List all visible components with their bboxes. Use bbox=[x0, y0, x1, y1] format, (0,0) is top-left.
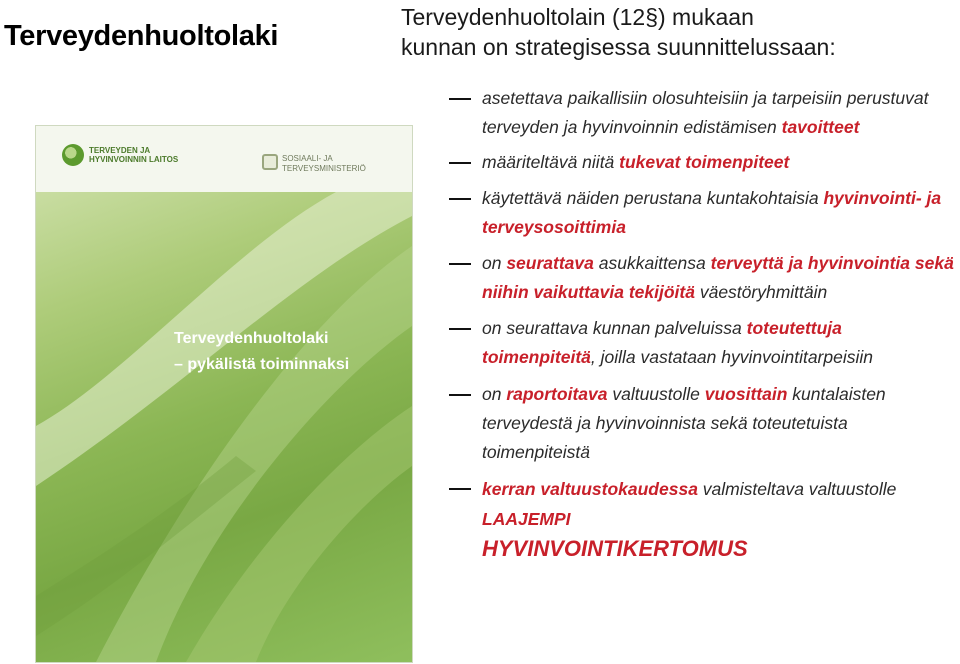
bullet-highlight: toteutettuja toimenpiteitä bbox=[482, 318, 842, 367]
thl-logo-text bbox=[89, 146, 179, 164]
cover-title-line-1: Terveydenhuoltolaki bbox=[174, 330, 329, 347]
bullet-item bbox=[449, 148, 954, 177]
bullet-highlight: HYVINVOINTIKERTOMUS bbox=[482, 536, 748, 561]
slide-title: Terveydenhuoltolaki bbox=[4, 20, 279, 52]
thl-logo-line-1: TERVEYDEN JA bbox=[89, 146, 151, 155]
bullet-item bbox=[449, 474, 954, 565]
bullet-highlight: tavoitteet bbox=[781, 117, 860, 137]
bullet-item bbox=[449, 314, 954, 372]
bullet-text: on bbox=[482, 384, 507, 404]
bullet-highlight: seurattava bbox=[506, 253, 594, 273]
section-heading bbox=[401, 2, 956, 62]
bullet-item bbox=[449, 184, 954, 242]
bullet-text: on seurattava kunnan palveluissa bbox=[482, 318, 747, 338]
cover-title bbox=[174, 326, 410, 378]
bullet-highlight: raportoitava bbox=[506, 384, 608, 404]
stm-logo-line-1: SOSIAALI- JA bbox=[282, 154, 333, 163]
stm-logo-line-2: TERVEYSMINISTERIÖ bbox=[282, 164, 366, 173]
bullet-text: valtuustolle bbox=[607, 384, 705, 404]
bullet-highlight: tukevat toimenpiteet bbox=[619, 152, 790, 172]
cover-leaf-pattern bbox=[36, 126, 412, 662]
heading-line-1: Terveydenhuoltolain (12§) mukaan bbox=[401, 4, 754, 30]
bullet-text: asetettava paikallisiin olosuhteisiin ja tarpeisiin perustuvat terveyden ja hyvinvoinnin edistämisen bbox=[482, 88, 929, 137]
bullet-item bbox=[449, 249, 954, 307]
cover-title-line-2: – pykälistä toiminnaksi bbox=[174, 356, 350, 373]
bullet-item bbox=[449, 84, 954, 142]
bullet-text: määriteltävä niitä bbox=[482, 152, 620, 172]
bullet-text: käytettävä näiden perustana kuntakohtaisia bbox=[482, 188, 824, 208]
bullet-text: asukkaittensa bbox=[593, 253, 711, 273]
bullet-text: väestöryhmittäin bbox=[694, 282, 828, 302]
stm-logo bbox=[262, 154, 372, 174]
bullet-highlight: kerran valtuustokaudessa bbox=[482, 479, 698, 499]
thl-logo bbox=[62, 144, 179, 166]
heading-line-2: kunnan on strategisessa suunnittelussaan: bbox=[401, 34, 836, 60]
stm-logo-text bbox=[282, 154, 372, 174]
bullet-text: on bbox=[482, 253, 507, 273]
book-cover-image bbox=[36, 126, 412, 662]
bullet-highlight: terveyttä ja hyvinvointia sekä niihin vaikuttavia tekijöitä bbox=[482, 253, 954, 302]
bullet-highlight: vuosittain bbox=[704, 384, 788, 404]
bullet-text: valmisteltava valtuustolle bbox=[697, 479, 897, 499]
cover-header-band bbox=[36, 126, 412, 192]
thl-logo-line-2: HYVINVOINNIN LAITOS bbox=[89, 155, 179, 164]
thl-logo-icon bbox=[62, 144, 84, 166]
bullet-text: kuntalaisten terveydestä ja hyvinvoinnista sekä toteutetuista toimenpiteistä bbox=[482, 384, 886, 462]
bullet-text: , joilla vastataan hyvinvointitarpeisiin bbox=[590, 347, 873, 367]
bullet-highlight: LAAJEMPI bbox=[482, 509, 571, 529]
bullet-list bbox=[449, 84, 954, 565]
stm-logo-icon bbox=[262, 154, 278, 170]
bullet-highlight: hyvinvointi- ja terveysosoittimia bbox=[482, 188, 942, 237]
bullet-item bbox=[449, 380, 954, 467]
